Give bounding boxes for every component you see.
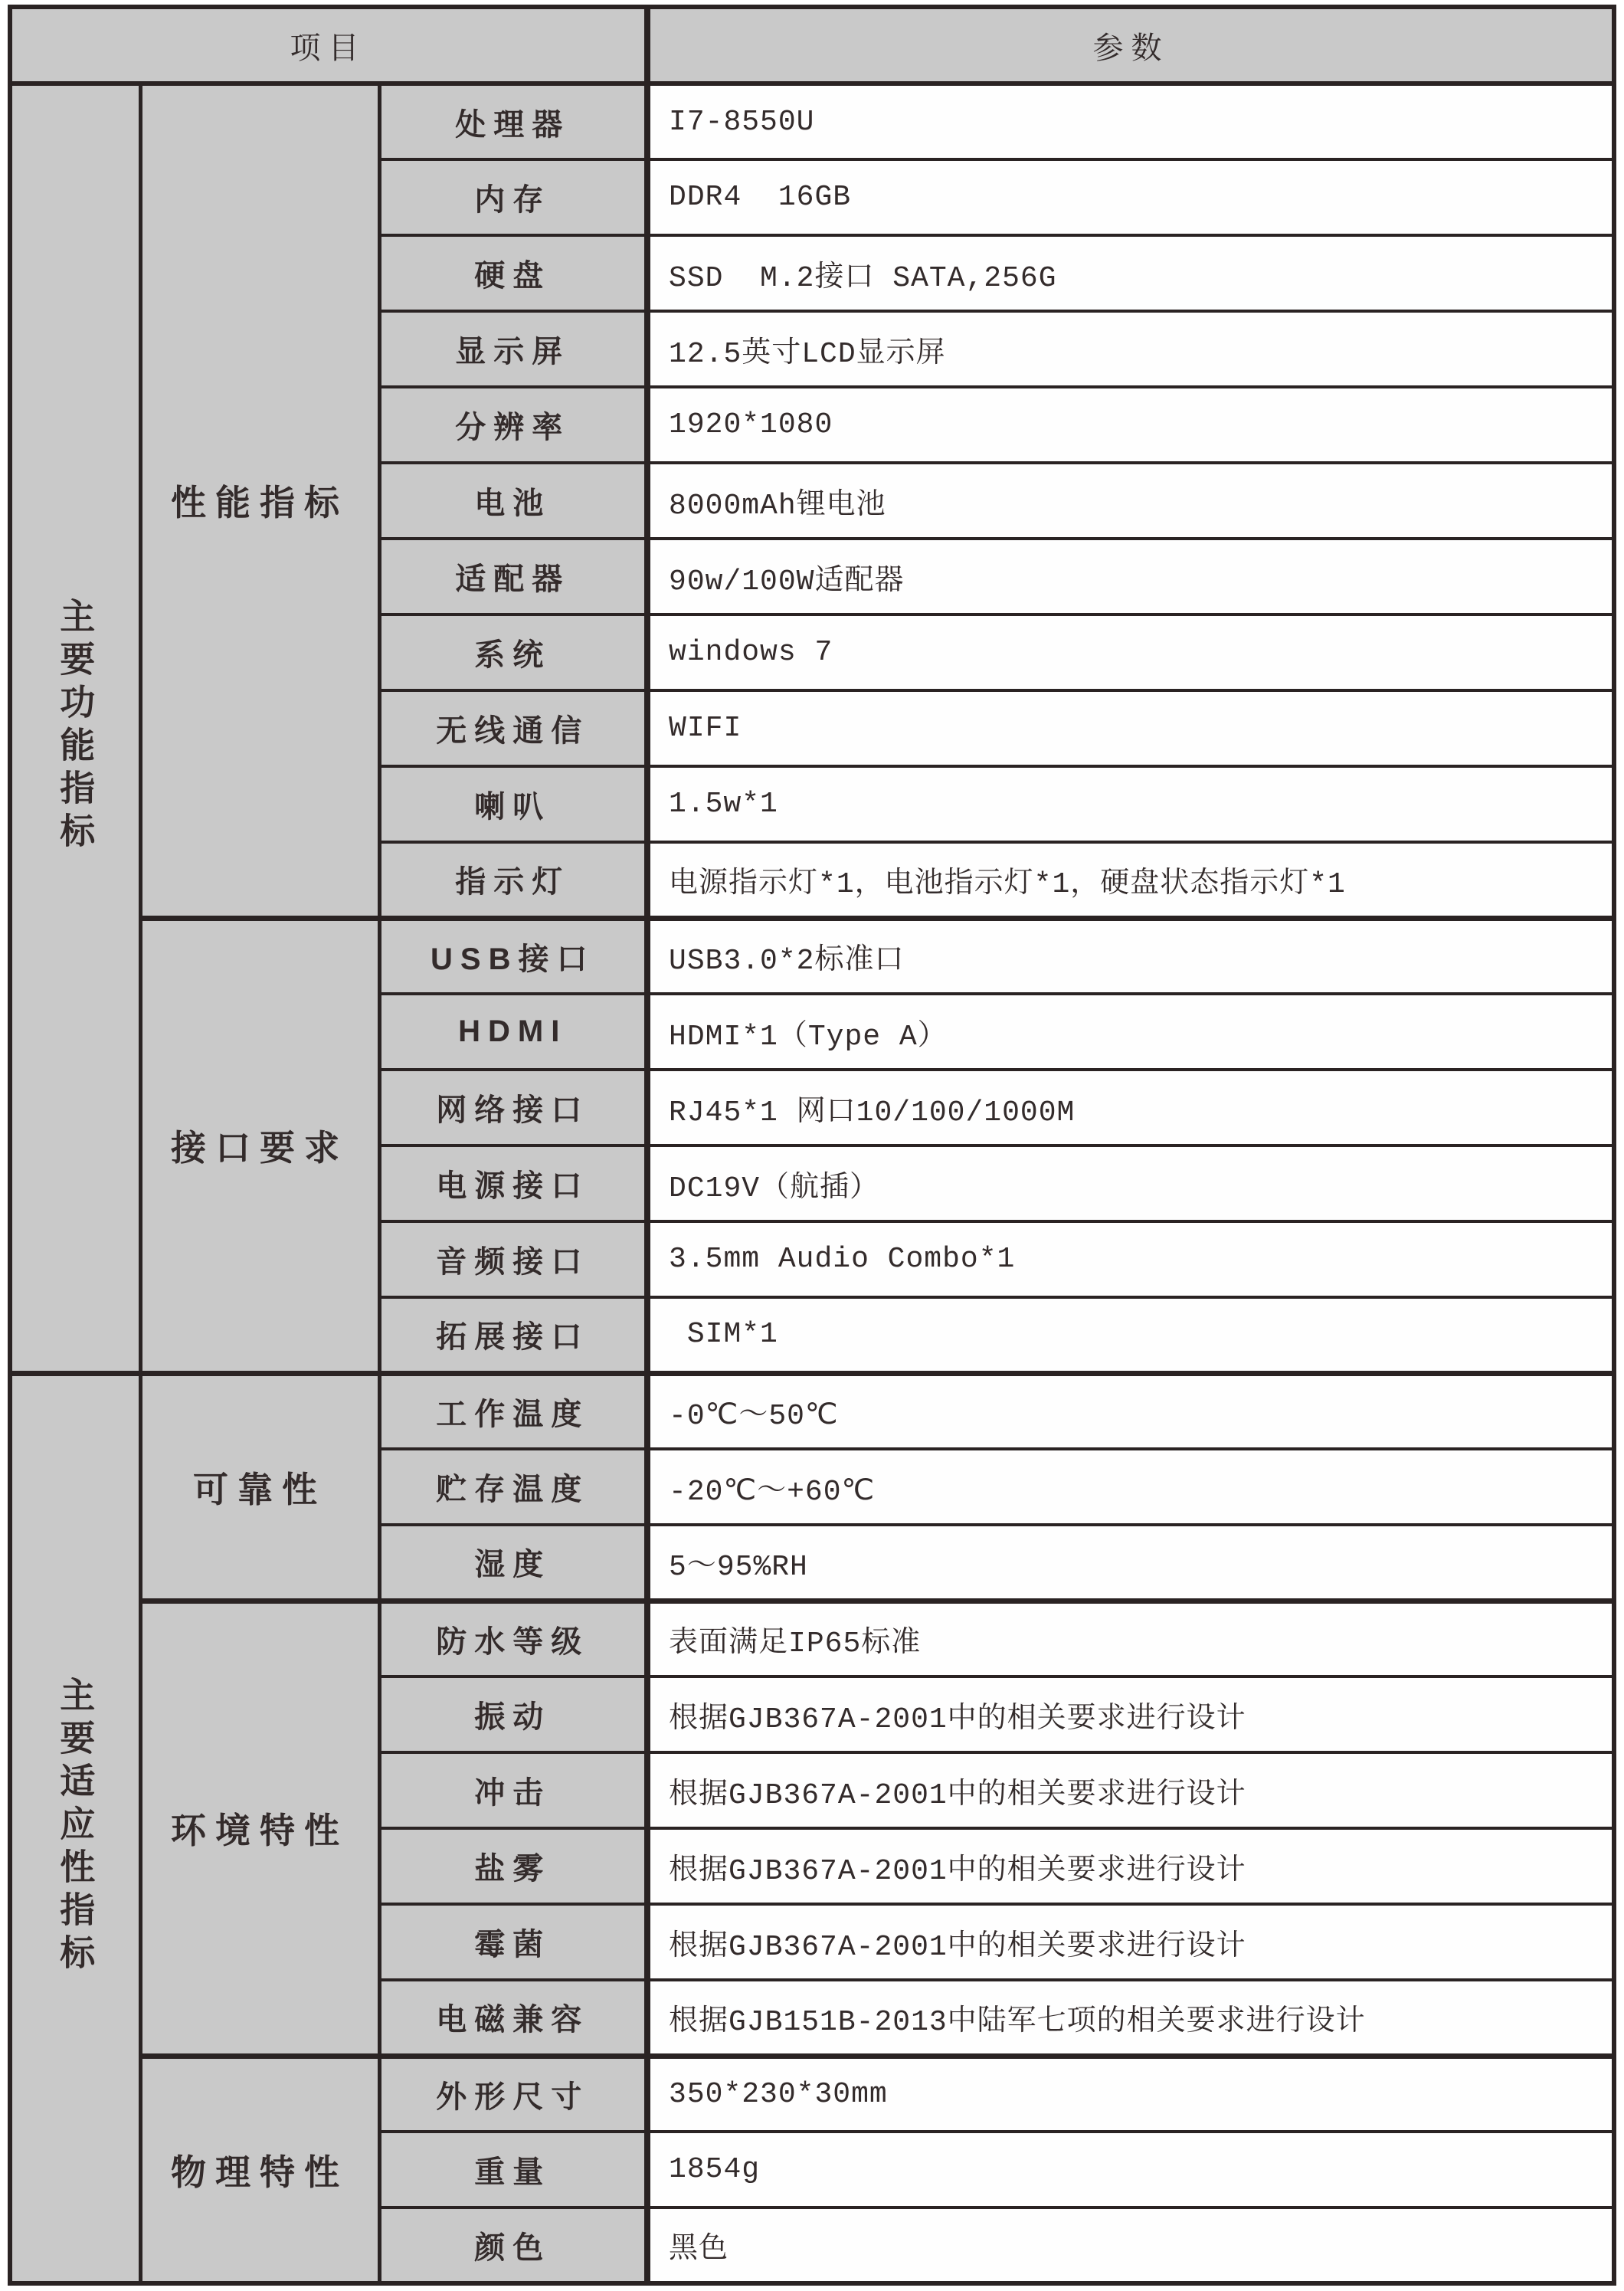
row-value-cell: 5～95%RH bbox=[647, 1525, 1614, 1601]
row-value-cell: SIM*1 bbox=[647, 1297, 1614, 1373]
row-label-cell: 电源接口 bbox=[379, 1146, 647, 1221]
row-label-cell: 拓展接口 bbox=[379, 1297, 647, 1373]
table-row bbox=[10, 84, 1614, 159]
row-value-cell: 8000mAh锂电池 bbox=[647, 463, 1614, 539]
row-value-cell: 黑色 bbox=[647, 2207, 1614, 2283]
row-label-cell: 适配器 bbox=[379, 539, 647, 615]
group-label-main-adaptability: 主要适应性指标 bbox=[55, 1676, 96, 1977]
row-label-cell: 颜色 bbox=[379, 2207, 647, 2283]
row-label-cell: 工作温度 bbox=[379, 1373, 647, 1449]
row-value-cell: I7-8550U bbox=[647, 84, 1614, 159]
row-label-cell: 冲击 bbox=[379, 1752, 647, 1828]
row-value-cell: 1854g bbox=[647, 2132, 1614, 2207]
row-label-cell: 湿度 bbox=[379, 1525, 647, 1601]
row-label-cell: 喇叭 bbox=[379, 766, 647, 842]
row-label-cell: USB接口 bbox=[379, 918, 647, 994]
row-value-cell: DC19V（航插） bbox=[647, 1146, 1614, 1221]
row-value-cell: 表面满足IP65标准 bbox=[647, 1601, 1614, 1676]
row-value-cell: 3.5mm Audio Combo*1 bbox=[647, 1221, 1614, 1297]
table-row bbox=[10, 1373, 1614, 1449]
row-value-cell: windows 7 bbox=[647, 615, 1614, 690]
row-value-cell: 350*230*30mm bbox=[647, 2056, 1614, 2132]
row-value-cell: 根据GJB367A-2001中的相关要求进行设计 bbox=[647, 1752, 1614, 1828]
row-value-cell: 根据GJB367A-2001中的相关要求进行设计 bbox=[647, 1904, 1614, 1980]
spec-table bbox=[8, 5, 1616, 2286]
row-label-cell: 显示屏 bbox=[379, 311, 647, 387]
group-cell-main-functional bbox=[10, 84, 140, 1373]
row-label-cell: 防水等级 bbox=[379, 1601, 647, 1676]
row-label-cell: 贮存温度 bbox=[379, 1449, 647, 1525]
row-label-cell: 网络接口 bbox=[379, 1070, 647, 1146]
column-header-item: 项目 bbox=[10, 7, 647, 84]
row-value-cell: 1.5w*1 bbox=[647, 766, 1614, 842]
row-value-cell: DDR4 16GB bbox=[647, 159, 1614, 235]
row-value-cell: WIFI bbox=[647, 690, 1614, 766]
row-label-cell: 电磁兼容 bbox=[379, 1980, 647, 2056]
table-row bbox=[10, 1601, 1614, 1676]
group-cell-reliability: 可靠性 bbox=[140, 1373, 379, 1601]
row-label-cell: 霉菌 bbox=[379, 1904, 647, 1980]
row-label-cell: 内存 bbox=[379, 159, 647, 235]
row-label-cell: 音频接口 bbox=[379, 1221, 647, 1297]
column-header-param: 参数 bbox=[647, 7, 1614, 84]
row-value-cell: USB3.0*2标准口 bbox=[647, 918, 1614, 994]
row-value-cell: -0℃～50℃ bbox=[647, 1373, 1614, 1449]
row-label-cell: 指示灯 bbox=[379, 842, 647, 918]
row-value-cell: SSD M.2接口 SATA,256G bbox=[647, 235, 1614, 311]
row-label-cell: 硬盘 bbox=[379, 235, 647, 311]
row-label-cell: 盐雾 bbox=[379, 1828, 647, 1904]
row-value-cell: 根据GJB367A-2001中的相关要求进行设计 bbox=[647, 1828, 1614, 1904]
row-label-cell: 外形尺寸 bbox=[379, 2056, 647, 2132]
group-label-main-functional: 主要功能指标 bbox=[55, 597, 96, 855]
row-value-cell: 90w/100W适配器 bbox=[647, 539, 1614, 615]
row-value-cell: HDMI*1（Type A） bbox=[647, 994, 1614, 1070]
row-label-cell: 分辨率 bbox=[379, 387, 647, 463]
row-label-cell: 系统 bbox=[379, 615, 647, 690]
row-label-cell: HDMI bbox=[379, 994, 647, 1070]
row-value-cell: 根据GJB367A-2001中的相关要求进行设计 bbox=[647, 1676, 1614, 1752]
table-row bbox=[10, 918, 1614, 994]
row-label-cell: 无线通信 bbox=[379, 690, 647, 766]
group-cell-environment: 环境特性 bbox=[140, 1601, 379, 2056]
row-label-cell: 处理器 bbox=[379, 84, 647, 159]
group-cell-physical: 物理特性 bbox=[140, 2056, 379, 2283]
row-label-cell: 重量 bbox=[379, 2132, 647, 2207]
table-row bbox=[10, 2056, 1614, 2132]
table-header-row bbox=[10, 7, 1614, 84]
row-value-cell: 根据GJB151B-2013中陆军七项的相关要求进行设计 bbox=[647, 1980, 1614, 2056]
row-value-cell: -20℃～+60℃ bbox=[647, 1449, 1614, 1525]
row-value-cell: 电源指示灯*1，电池指示灯*1，硬盘状态指示灯*1 bbox=[647, 842, 1614, 918]
group-cell-interface: 接口要求 bbox=[140, 918, 379, 1373]
row-value-cell: RJ45*1 网口10/100/1000M bbox=[647, 1070, 1614, 1146]
group-cell-main-adaptability bbox=[10, 1373, 140, 2283]
row-label-cell: 振动 bbox=[379, 1676, 647, 1752]
row-value-cell: 12.5英寸LCD显示屏 bbox=[647, 311, 1614, 387]
row-label-cell: 电池 bbox=[379, 463, 647, 539]
group-cell-performance: 性能指标 bbox=[140, 84, 379, 918]
row-value-cell: 1920*1080 bbox=[647, 387, 1614, 463]
